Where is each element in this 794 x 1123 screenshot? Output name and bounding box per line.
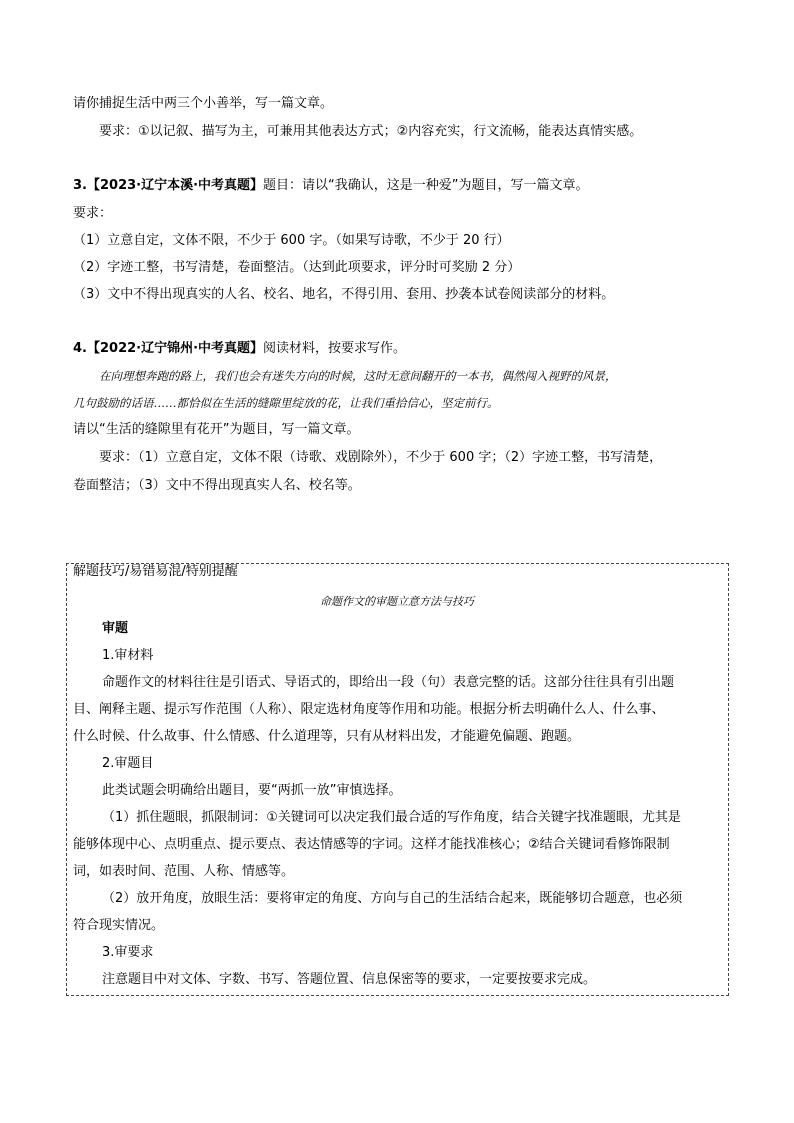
title-instruction: 请以“生活的缝隙里有花开”为题目，写一篇文章。 bbox=[73, 422, 360, 437]
paragraph-line: （2）放开角度，放眼生活：要将审定的角度、方向与自己的生活结合起来，既能够切合题意，也必须 bbox=[102, 891, 683, 906]
requirement-3: （3）文中不得出现真实的人名、校名、地名，不得引用、套用、抄袭本试卷阅读部分的材料。 bbox=[73, 287, 615, 302]
tips-box bbox=[66, 563, 729, 996]
question-source-tag: 【2023·辽宁本溪·中考真题】 bbox=[86, 178, 264, 193]
question-source-tag: 【2022·辽宁锦州·中考真题】 bbox=[86, 341, 264, 356]
paragraph-line: 词，如表时间、范围、人称、情感等。 bbox=[73, 864, 295, 879]
paragraph-line: 能够体现中心、点明重点、提示要点、表达情感等的字词。这样才能找准核心；②结合关键词看修饰限制 bbox=[73, 837, 670, 852]
question-number: 3. bbox=[73, 178, 87, 193]
paragraph-line: 什么时候、什么故事、什么情感、什么道理等，只有从材料出发，才能避免偏题、跑题。 bbox=[73, 729, 581, 744]
requirement-1: （1）立意自定，文体不限，不少于 600 字。（如果写诗歌，不少于 20 行） bbox=[73, 233, 510, 248]
material-line-1: 在向理想奔跑的路上，我们也会有迷失方向的时候，这时无意间翻开的一本书，偶然闯入视野的风景， bbox=[99, 369, 617, 383]
material-line-2: 几句鼓励的话语……都恰似在生活的缝隙里绽放的花，让我们重拾信心，坚定前行。 bbox=[73, 396, 499, 410]
tips-header: 解题技巧/易错易混/特别提醒 bbox=[73, 564, 238, 579]
paragraph-line: 注意题目中对文体、字数、书写、答题位置、信息保密等的要求，一定要按要求完成。 bbox=[102, 972, 597, 987]
requirements-label: 要求： bbox=[73, 206, 113, 221]
paragraph-line: 符合现实情况。 bbox=[73, 918, 165, 933]
subsection-title-2: 2.审题目 bbox=[102, 756, 154, 771]
question-prompt: 题目：请以“我确认，这是一种爱”为题目，写一篇文章。 bbox=[263, 178, 589, 193]
section-heading: 审题 bbox=[102, 621, 129, 636]
tips-subtitle: 命题作文的审题立意方法与技巧 bbox=[320, 595, 474, 608]
question-3-heading bbox=[73, 177, 589, 195]
question-number: 4. bbox=[73, 341, 87, 356]
paragraph-line: （1）抓住题眼，抓限制词：①关键词可以决定我们最合适的写作角度，结合关键字找准题眼，尤其是 bbox=[102, 810, 681, 825]
requirement-2: （2）字迹工整，书写清楚，卷面整洁。（达到此项要求，评分时可奖励 2 分） bbox=[73, 260, 521, 275]
intro-requirements: 要求：①以记叙、描写为主，可兼用其他表达方式；②内容充实，行文流畅，能表达真情实感。 bbox=[99, 124, 643, 139]
question-prompt: 阅读材料，按要求写作。 bbox=[263, 341, 407, 356]
paragraph-line: 命题作文的材料往往是引语式、导语式的，即给出一段（句）表意完整的话。这部分往往具有引出题 bbox=[102, 675, 675, 690]
paragraph-line: 目、阐释主题、提示写作范围（人称）、限定选材角度等作用和功能。根据分析去明确什么人、什么事、 bbox=[73, 702, 665, 717]
requirement-line-1: 要求：（1）立意自定，文体不限（诗歌、戏剧除外），不少于 600 字；（2）字迹工整，书写清楚， bbox=[99, 450, 663, 465]
subsection-title-3: 3.审要求 bbox=[102, 945, 154, 960]
paragraph-line: 此类试题会明确给出题目，要“两抓一放”审慎选择。 bbox=[102, 783, 402, 798]
subsection-title-1: 1.审材料 bbox=[102, 648, 154, 663]
requirement-line-2: 卷面整洁；（3）文中不得出现真实人名、校名等。 bbox=[73, 478, 361, 493]
intro-line: 请你捕捉生活中两三个小善举，写一篇文章。 bbox=[73, 96, 334, 111]
question-4-heading bbox=[73, 340, 406, 358]
